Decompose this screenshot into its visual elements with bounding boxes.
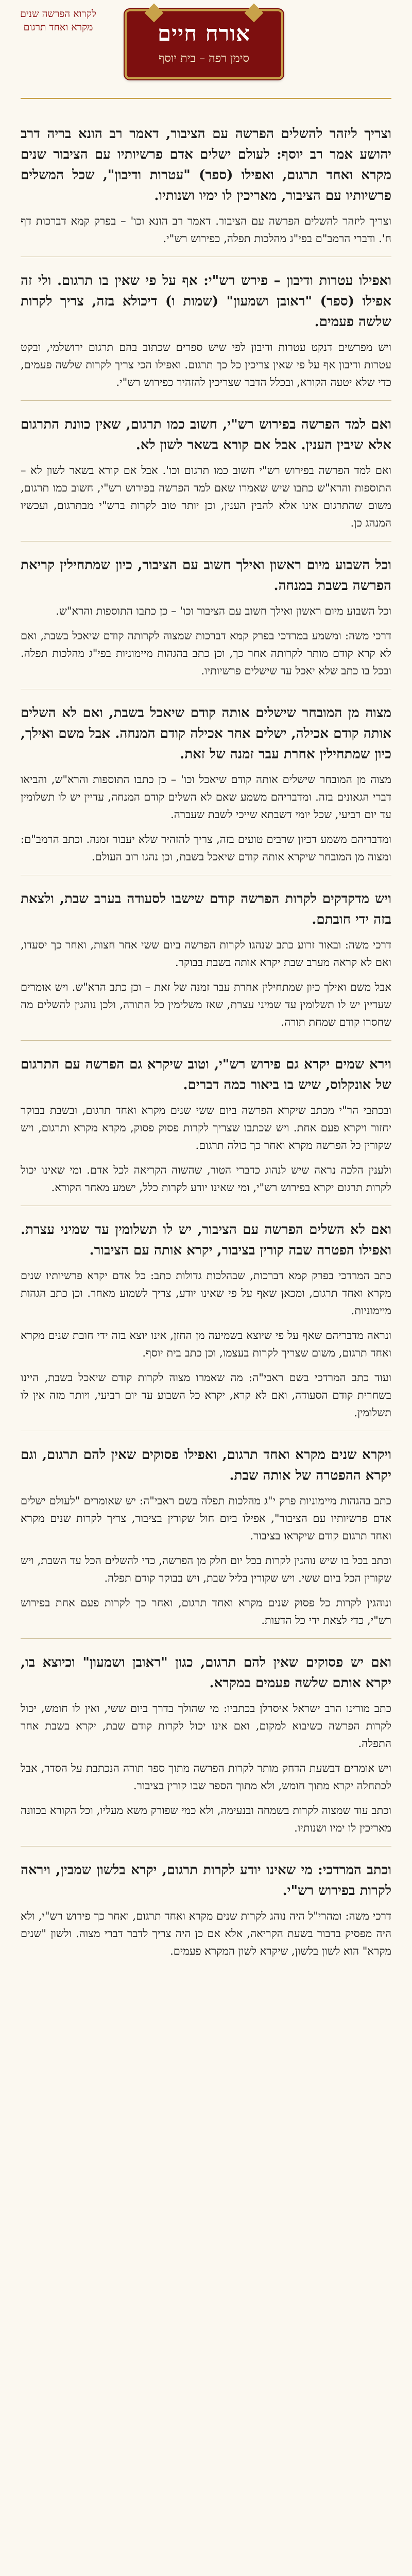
commentary-paragraph: ועוד כתב המרדכי בשם ראבי"ה: מה שאמרו מצוה לקרות קודם שיאכל בשבת, היינו בשחרית קודם הסעודה, ואם לא קרא, יקרא כל השבוע עד יום רביעי, ויותר מזה אין לו תשלומין. <box>21 1371 391 1419</box>
commentary-paragraph: ומדבריהם משמע דכיון שרבים טועים בזה, צריך להזהיר שלא יעבור זמנה. וכתב הרמב"ם: ומצוה מן המובחר שיקרא אותה קודם שיאכל בשבת, וכן נהגו רוב העולם. <box>21 833 391 863</box>
page-header <box>0 0 412 124</box>
header-divider <box>21 98 391 99</box>
main-paragraph: וכתב המרדכי: מי שאינו יודע לקרות תרגום, יקרא בלשון שמבין, ויראה לקרות בפירוש רש"י. <box>21 1862 391 1899</box>
commentary-paragraph: מצוה מן המובחר שישלים אותה קודם שיאכל וכו' – כן כתבו התוספות והרא"ש, והביאו דברי הגאונים בזה. ומדבריהם משמע שאם לא השלים קודם המנחה, עדיין יש לו תשלומין עד יום רביעי, שכל יומי דשבתא שייכי לשבת שעברה. <box>21 773 391 821</box>
commentary-paragraph: כתב מורינו הרב ישראל איסרלן בכתביו: מי שהולך בדרך ביום ששי, ואין לו חומש, יכול לקרות הפרשה כשיבוא למקום, ואם אינו יכול לקרות קודם שבת, יקרא בשבת אחר התפלה. <box>21 1702 391 1750</box>
side-note: לקרוא הפרשה שנים מקרא ואחד תרגום <box>20 8 96 33</box>
text-section <box>21 703 391 875</box>
commentary-paragraph: וכל השבוע מיום ראשון ואילך חשוב עם הציבור וכו' – כן כתבו התוספות והרא"ש. <box>56 605 391 617</box>
commentary-paragraph: ויש אומרים דבשעת הדחק מותר לקרות הפרשה מתוך ספר תורה הנכתבת על הסדר, אבל לכתחלה יקרא מתוך חומש, ולא מתוך הספר שבו קורין בציבור. <box>21 1762 391 1792</box>
text-section <box>21 555 391 689</box>
main-paragraph: וצריך ליזהר להשלים הפרשה עם הציבור, דאמר רב הונא בריה דרב יהושע אמר רב יוסף: לעולם ישלים אדם פרשיותיו עם הציבור שנים מקרא ואחד תרגום, ואפילו (ספר) "עטרות ודיבון", שכל המשלים פרשיותיו עם הציבור, מאריכין לו ימיו ושנותיו. <box>21 126 391 204</box>
commentary-paragraph: כתב המרדכי בפרק קמא דברכות, שבהלכות גדולות כתב: כל אדם יקרא פרשיותיו שנים מקרא ואחד תרגום, ומכאן שאף על פי שאינו יודע, צריך לשמוע מאחר. וכן כתב הגהות מיימוניות. <box>21 1269 391 1317</box>
commentary-paragraph: ובכתבי הר"י מכתב שיקרא הפרשה ביום ששי שנים מקרא ואחד תרגום, ובשבת בבוקר יחזור ויקרא פעם אחת. ויש שכתבו שצריך לקרות פסוק פסוק, מקרא מקרא ותרגום, ויש שקורין כל הפרשה מקרא ואחר כך כולה תרגום. <box>21 1104 391 1151</box>
commentary-paragraph: וצריך ליזהר להשלים הפרשה עם הציבור. דאמר רב הונא וכו' – בפרק קמא דברכות דף ח'. ודברי הרמב"ם בפי"ג מהלכות תפלה, כפירוש רש"י. <box>21 215 391 245</box>
main-paragraph: וירא שמים יקרא גם פירוש רש"י, וטוב שיקרא גם הפרשה עם התרגום של אונקלוס, שיש בו ביאור כמה דברים. <box>21 1057 392 1093</box>
text-section <box>21 414 391 541</box>
commentary-paragraph: דרכי משה: ומהרי"ל היה נוהג לקרות שנים מקרא ואחד תרגום, ואחר כך פירוש רש"י, ולא היה מפסיק בדבור בשעת הקריאה, אלא אם כן היה צריך לדבר דברי מצוה. ולשון "שנים מקרא" הוא לשון בלשון, שיקרא לשון המקרא פעמים. <box>21 1910 391 1957</box>
commentary-paragraph: דרכי משה: ומשמע במרדכי בפרק קמא דברכות שמצוה לקרותה קודם שיאכל בשבת, ואם לא קרא קודם מותר לקרותה אחר כך, וכן כתב בהגהות מיימוניות בפי"ג מהלכות תפלה. ובכל בו כתב שלא יאכל עד שישלים פרשיותיו. <box>21 630 391 677</box>
main-paragraph: ואם לא השלים הפרשה עם הציבור, יש לו תשלומין עד שמיני עצרת. ואפילו הפטרה שבה קורין בציבור, יקרא אותה עם הציבור. <box>21 1222 391 1258</box>
text-section <box>21 1445 391 1639</box>
main-paragraph: ויקרא שנים מקרא ואחד תרגום, ואפילו פסוקים שאין להם תרגום, וגם יקרא ההפטרה של אותה שבת. <box>21 1447 391 1483</box>
text-section <box>21 124 391 257</box>
title-banner <box>125 9 283 79</box>
main-paragraph: ואם למד הפרשה בפירוש רש"י, חשוב כמו תרגום, שאין כוונת התרגום אלא שיבין הענין. אבל אם קורא בשאר לשון לא. <box>21 417 391 453</box>
commentary-paragraph: וכתב עוד שמצוה לקרות בשמחה ובנעימה, ולא כמי שפורק משא מעליו, וכל הקורא בכוונה מאריכין לו ימיו ושנותיו. <box>21 1804 391 1834</box>
section-divider <box>21 1040 391 1041</box>
text-section <box>21 1054 391 1206</box>
text-section <box>21 1652 391 1846</box>
main-paragraph: מצוה מן המובחר שישלים אותה קודם שיאכל בשבת, ואם לא השלים אותה קודם אכילה, ישלים אחר אכילה קודם המנחה. אבל משם ואילך, כיון שמתחילין אחרת עבר זמנה של זאת. <box>21 705 391 762</box>
content-body <box>0 124 412 1960</box>
commentary-paragraph: כתב בהגהות מיימוניות פרק י"ג מהלכות תפלה בשם ראבי"ה: יש שאומרים "לעולם ישלים אדם פרשיותיו עם הציבור", אפילו ביום חול שקורין בציבור, צריך לקרות שנים מקרא ואחד תרגום קודם שיקראו בציבור. <box>21 1495 391 1542</box>
commentary-paragraph: ונוהגין לקרות כל פסוק שנים מקרא ואחד תרגום, ואחר כך לקרות פעם אחת בפירוש רש"י, כדי לצאת ידי כל הדעות. <box>21 1597 391 1626</box>
commentary-paragraph: ואם למד הפרשה בפירוש רש"י חשוב כמו תרגום וכו'. אבל אם קורא בשאר לשון לא – התוספות והרא"ש כתבו שיש שאמרו שאם למד הפרשה בפירוש רש"י, חשוב כמו תרגום, משום שהתרגום אינו אלא להבין הענין, וכן יותר טוב לקרות ברש"י מבתרגום, ועכשיו המנהג כן. <box>21 464 391 529</box>
commentary-paragraph: אבל משם ואילך כיון שמתחילין אחרת עבר זמנה של זאת – וכן כתב הרא"ש. ויש אומרים שעדיין יש לו תשלומין עד שמיני עצרת, שאז משלימין כל התורה, ולכן נוהגין להשלים מה שחסרו קודם שמחת תורה. <box>21 981 391 1028</box>
commentary-paragraph: ונראה מדבריהם שאף על פי שיוצא בשמיעה מן החזן, אינו יוצא בזה ידי חובת שנים מקרא ואחד תרגום, משום שצריך לקרות בעצמו, וכן כתב בית יוסף. <box>21 1329 391 1359</box>
text-section <box>21 270 391 401</box>
commentary-paragraph: דרכי משה: ובאור זרוע כתב שנהגו לקרות הפרשה ביום ששי אחר חצות, ואחר כך יסעדו, ואם לא קראה מערב שבת יקרא אותה בשבת בבוקר. <box>21 939 391 969</box>
section-divider <box>21 400 391 401</box>
banner-flourish-icon <box>145 4 164 23</box>
page-title: אורח חיים <box>158 21 250 46</box>
section-divider <box>21 1638 391 1639</box>
main-paragraph: וכל השבוע מיום ראשון ואילך חשוב עם הציבור, כיון שמתחילין קריאת הפרשה בשבת במנחה. <box>21 557 391 594</box>
main-paragraph: ואם יש פסוקים שאין להם תרגום, כגון "ראובן ושמעון" וכיוצא בו, יקרא אותם שלשה פעמים במקרא. <box>21 1655 391 1691</box>
page-subtitle: סימן רפה – בית יוסף <box>159 52 249 65</box>
text-section <box>21 1219 391 1431</box>
commentary-paragraph: ולענין הלכה נראה שיש לנהוג כדברי הטור, שהשוה הקריאה לכל אדם. ומי שאינו יכול לקרות תרגום יקרא בפירוש רש"י, ומי שאינו יודע לקרות כלל, ישמע מאחר הקורא. <box>21 1164 391 1194</box>
banner-flourish-icon <box>245 4 264 23</box>
commentary-paragraph: וכתב בכל בו שיש נוהגין לקרות בכל יום חלק מן הפרשה, כדי להשלים הכל עד השבת, ויש שקורין הכל ביום ששי. ויש שקורין בליל שבת, ויש בבוקר קודם תפלה. <box>21 1554 391 1584</box>
commentary-paragraph: ויש מפרשים דנקט עטרות ודיבון לפי שיש ספרים שכתוב בהם תרגום ירושלמי, ובקט עטרות ודיבון אף על פי שאין צריכין כל כך תרגום. ואפילו הכי צריך לקרות שלשה פעמים, כדי שלא יטעה הקורא, ובכלל הדבר שצריכין להזהיר כפירוש רש"י. <box>21 341 391 388</box>
main-paragraph: ואפילו עטרות ודיבון – פירש רש"י: אף על פי שאין בו תרגום. ולי זה אפילו (ספר) "ראובן ושמעון" (שמות ו) דיכולא בזה, צריך לקרות שלשה פעמים. <box>21 273 391 330</box>
text-section <box>21 1860 391 1960</box>
main-paragraph: ויש מדקדקים לקרות הפרשה קודם שישבו לסעודה בערב שבת, ולצאת בזה ידי חובתם. <box>21 891 391 927</box>
text-section <box>21 889 391 1041</box>
